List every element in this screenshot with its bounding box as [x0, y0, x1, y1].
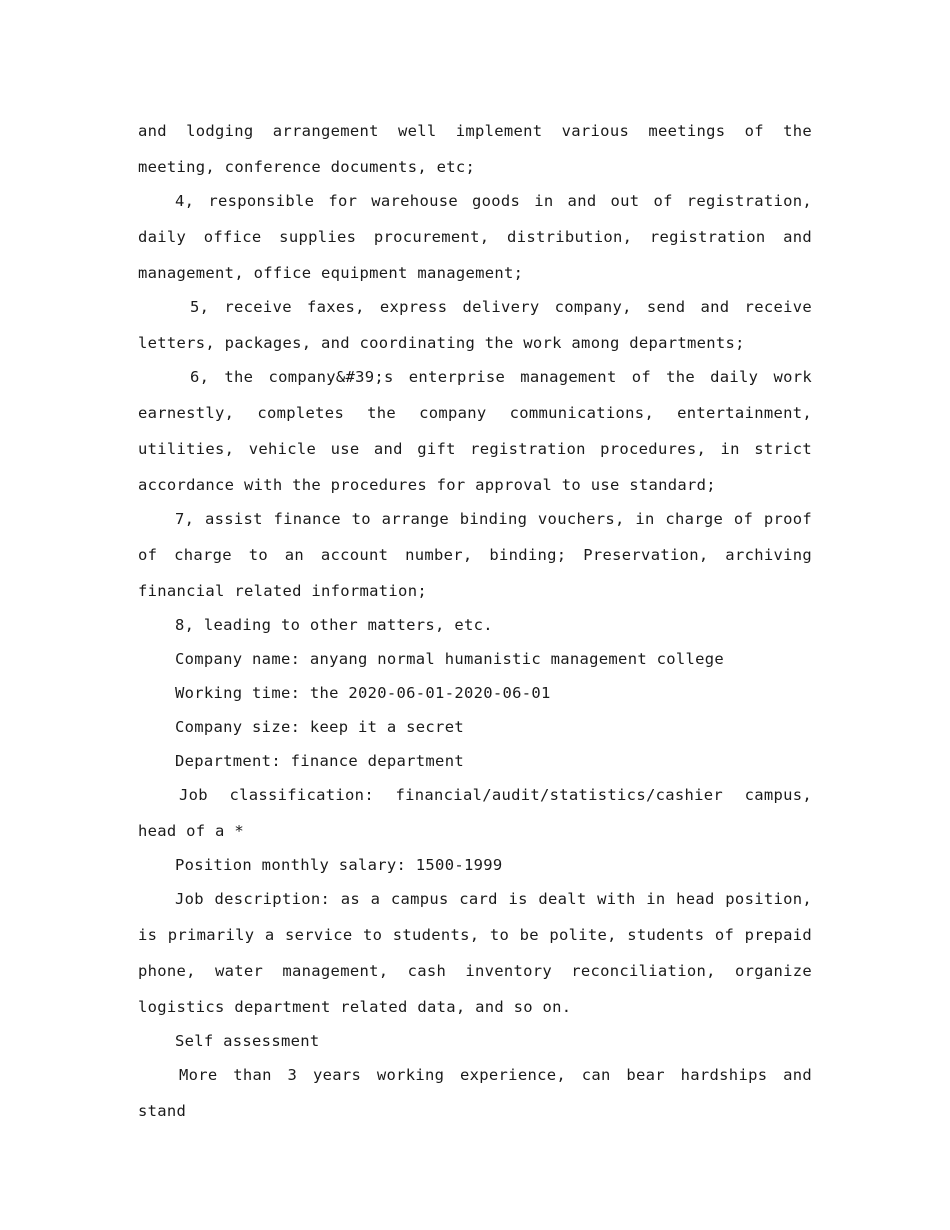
paragraph-item-7: 7, assist finance to arrange binding vouchers, in charge of proof of charge to an account number, binding; Preservation, archiving financial related information;: [138, 510, 812, 600]
monthly-salary-line: Position monthly salary: 1500-1999: [175, 856, 503, 874]
self-assessment-heading: Self assessment: [175, 1032, 320, 1050]
paragraph-meetings-continuation: and lodging arrangement well implement various meetings of the meeting, conference documents, etc;: [138, 122, 812, 176]
paragraph-item-6: 6, the company&#39;s enterprise management of the daily work earnestly, completes the company communications, entertainment, utilities, vehicle use and gift registration procedures, in strict accordance with the procedures for approval to use standard;: [138, 368, 812, 494]
department-line: Department: finance department: [175, 752, 464, 770]
job-classification-line: Job classification: financial/audit/statistics/cashier campus, head of a *: [138, 786, 812, 840]
paragraph-item-8: 8, leading to other matters, etc.: [175, 616, 493, 634]
paragraph-item-5: 5, receive faxes, express delivery company, send and receive letters, packages, and coordinating the work among departments;: [138, 298, 812, 352]
self-assessment-paragraph: More than 3 years working experience, can bear hardships and stand: [138, 1066, 812, 1120]
job-description-paragraph: Job description: as a campus card is dealt with in head position, is primarily a service to students, to be polite, students of prepaid phone, water management, cash inventory reconciliation, organize logistics department related data, and so on.: [138, 890, 812, 1016]
working-time-line: Working time: the 2020-06-01-2020-06-01: [175, 684, 551, 702]
document-body: [138, 113, 812, 1127]
company-size-line: Company size: keep it a secret: [175, 718, 464, 736]
company-name-line: Company name: anyang normal humanistic management college: [175, 650, 725, 668]
paragraph-item-4: 4, responsible for warehouse goods in and out of registration, daily office supplies procurement, distribution, registration and management, office equipment management;: [138, 192, 812, 282]
